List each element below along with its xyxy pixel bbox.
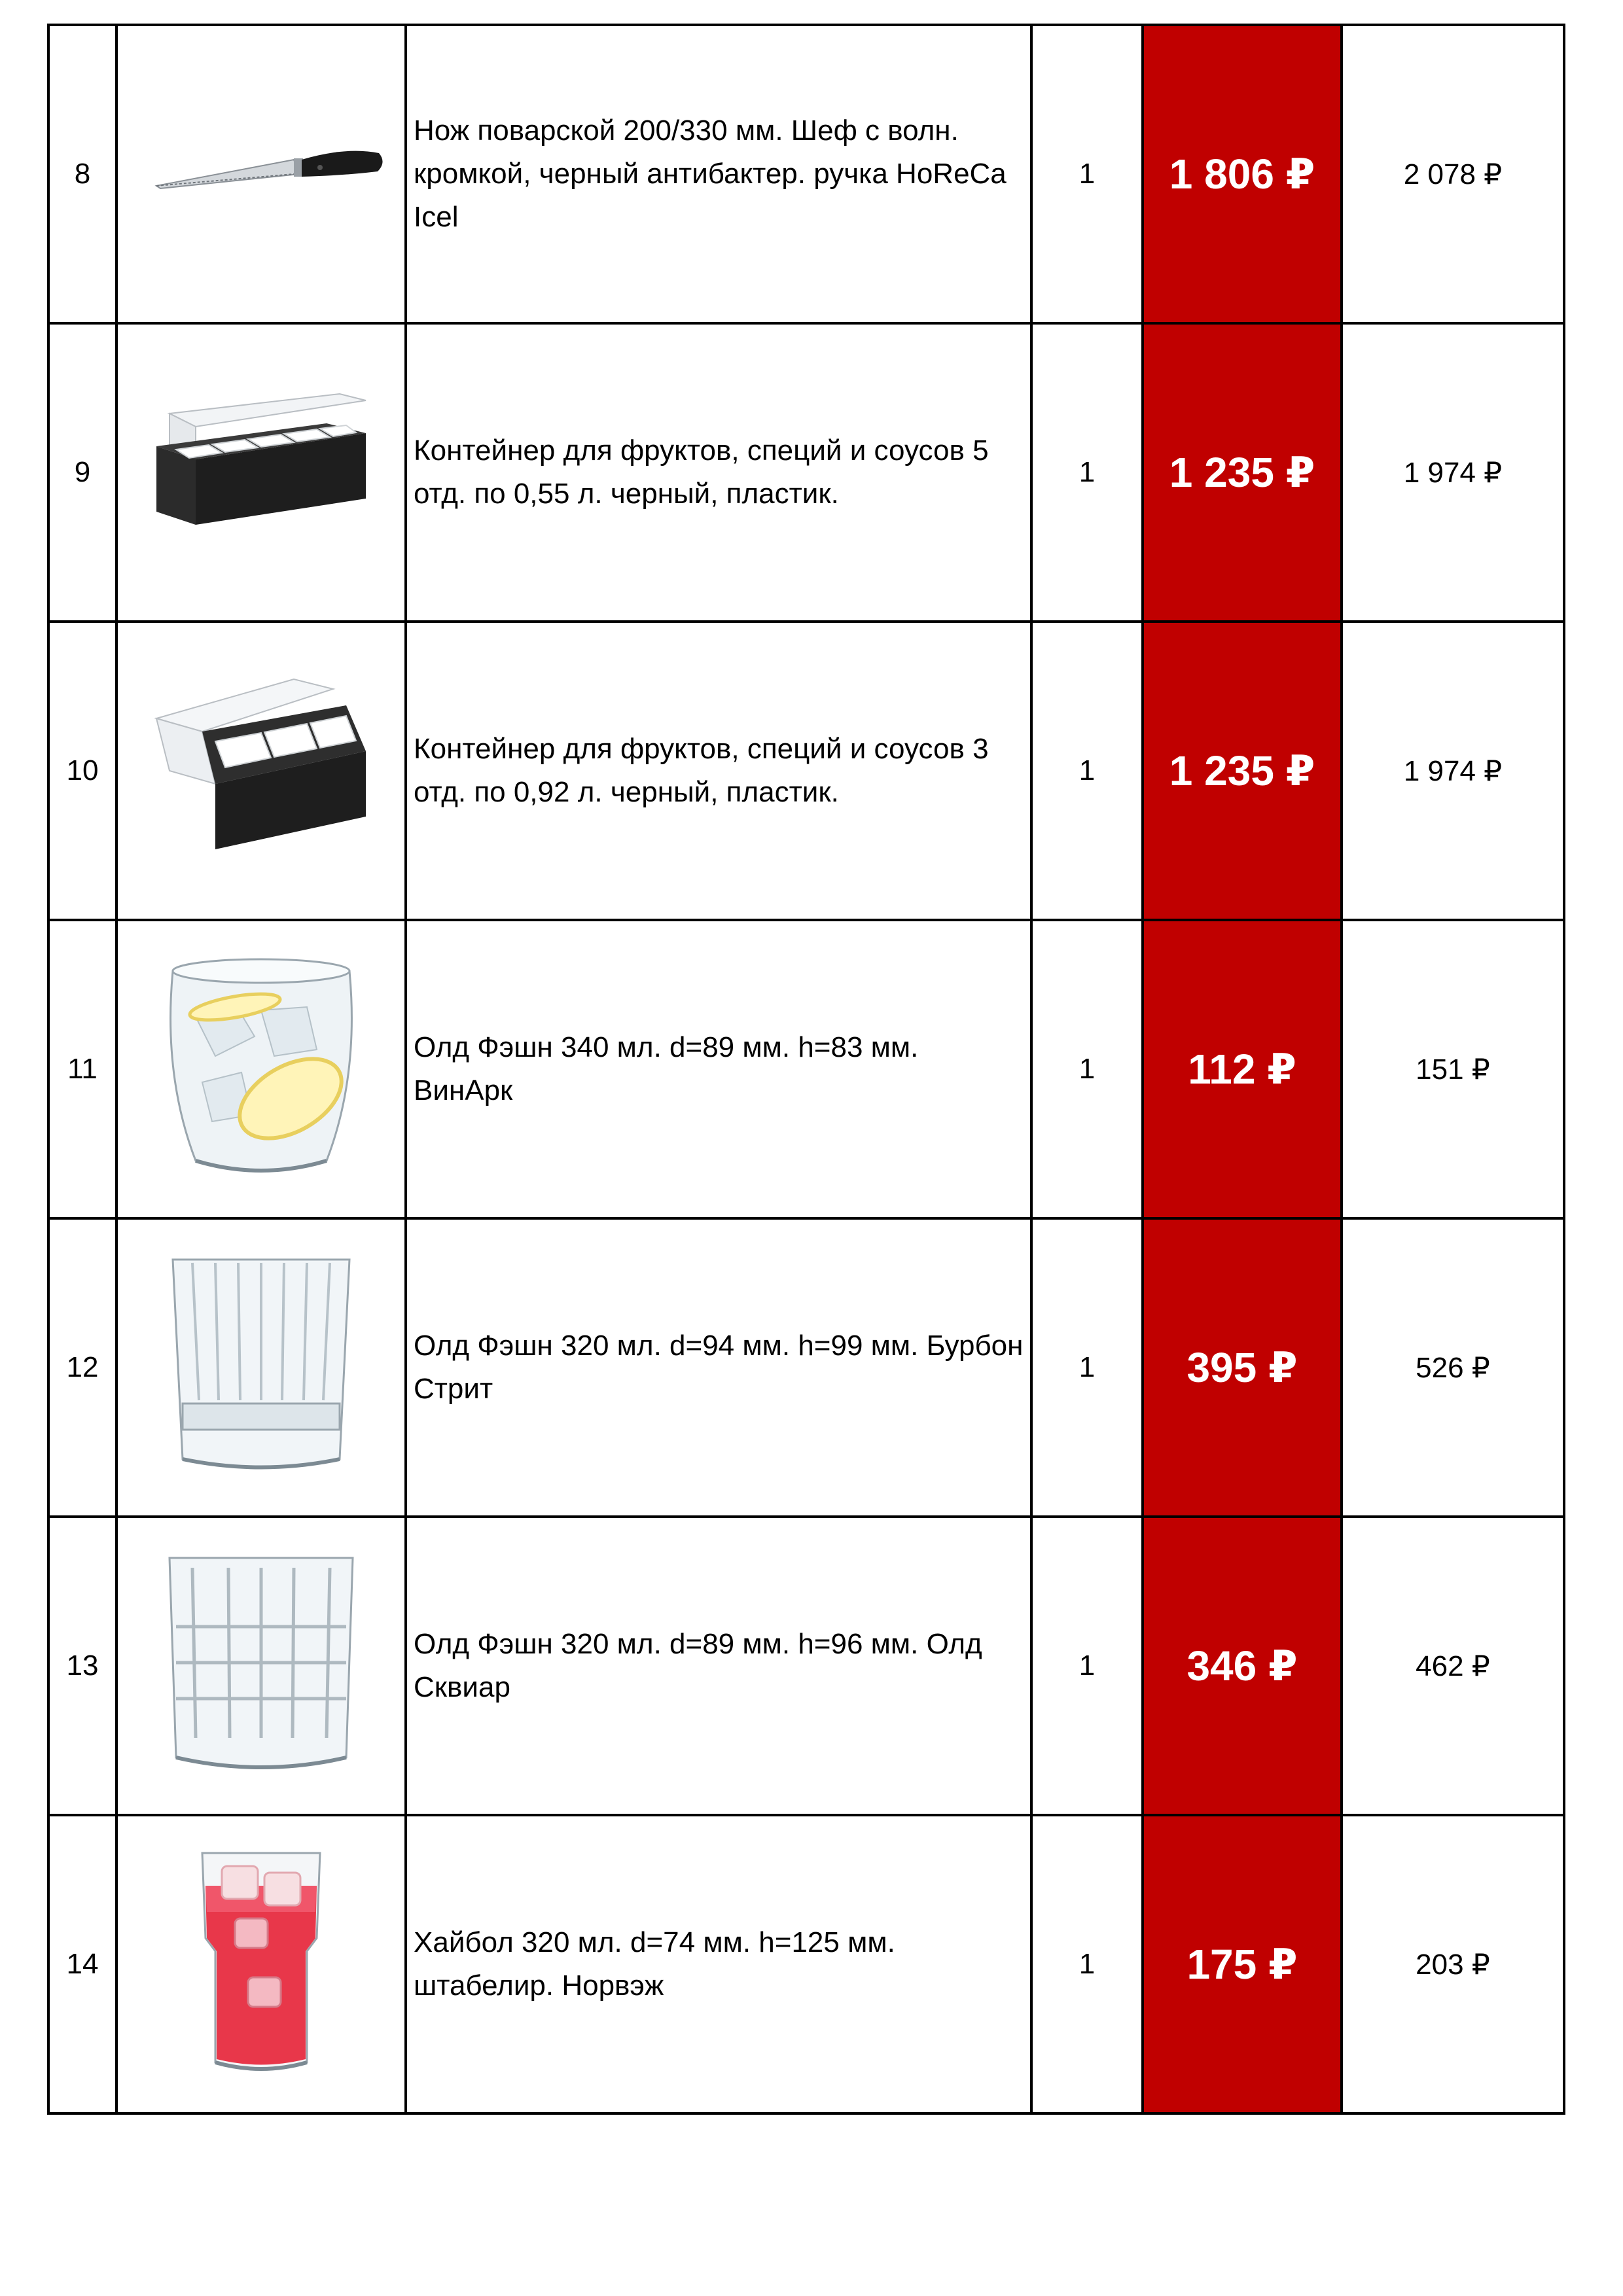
quantity: 1: [1033, 1518, 1144, 1816]
sale-price: 1 806 ₽: [1144, 26, 1343, 325]
product-description: Олд Фэшн 340 мл. d=89 мм. h=83 мм. ВинАрк: [407, 921, 1033, 1220]
table-row: [50, 1518, 1565, 1816]
product-description: Контейнер для фруктов, специй и соусов 5 отд. по 0,55 л. черный, пластик.: [407, 325, 1033, 623]
quantity: 1: [1033, 26, 1144, 325]
quantity: 1: [1033, 1816, 1144, 2115]
product-description: Олд Фэшн 320 мл. d=89 мм. h=96 мм. Олд Сквиар: [407, 1518, 1033, 1816]
regular-price: 203 ₽: [1343, 1816, 1565, 2115]
product-description: Контейнер для фруктов, специй и соусов 3 отд. по 0,92 л. черный, пластик.: [407, 623, 1033, 921]
sale-price: 395 ₽: [1144, 1220, 1343, 1518]
regular-price: 1 974 ₽: [1343, 623, 1565, 921]
regular-price: 1 974 ₽: [1343, 325, 1565, 623]
table-row: [50, 325, 1565, 623]
chef-knife-icon: [130, 43, 392, 305]
item-number: 8: [50, 26, 118, 325]
condiment-container-5-icon: [130, 342, 392, 603]
item-number: 12: [50, 1220, 118, 1518]
quantity: 1: [1033, 623, 1144, 921]
sale-price: 1 235 ₽: [1144, 325, 1343, 623]
regular-price: 526 ₽: [1343, 1220, 1565, 1518]
product-image: [118, 26, 407, 325]
product-description: Хайбол 320 мл. d=74 мм. h=125 мм. штабелир. Норвэж: [407, 1816, 1033, 2115]
product-image: [118, 1816, 407, 2115]
regular-price: 151 ₽: [1343, 921, 1565, 1220]
sale-price: 175 ₽: [1144, 1816, 1343, 2115]
item-number: 13: [50, 1518, 118, 1816]
regular-price: 462 ₽: [1343, 1518, 1565, 1816]
item-number: 10: [50, 623, 118, 921]
product-image: [118, 921, 407, 1220]
quantity: 1: [1033, 1220, 1144, 1518]
sale-price: 112 ₽: [1144, 921, 1343, 1220]
highball-glass-red-icon: [130, 1833, 392, 2095]
product-image: [118, 1220, 407, 1518]
product-image: [118, 325, 407, 623]
product-description: Нож поварской 200/330 мм. Шеф с волн. кромкой, черный антибактер. ручка HoReCa Icel: [407, 26, 1033, 325]
table-row: [50, 623, 1565, 921]
regular-price: 2 078 ₽: [1343, 26, 1565, 325]
product-image: [118, 623, 407, 921]
old-fashioned-glass-fluted-icon: [130, 1237, 392, 1498]
item-number: 11: [50, 921, 118, 1220]
table-row: [50, 1816, 1565, 2115]
table-row: [50, 1220, 1565, 1518]
price-table: [47, 24, 1565, 2115]
sale-price: 1 235 ₽: [1144, 623, 1343, 921]
table-row: [50, 921, 1565, 1220]
product-description: Олд Фэшн 320 мл. d=94 мм. h=99 мм. Бурбон Стрит: [407, 1220, 1033, 1518]
condiment-container-3-icon: [130, 640, 392, 902]
quantity: 1: [1033, 921, 1144, 1220]
old-fashioned-glass-square-icon: [130, 1535, 392, 1797]
product-image: [118, 1518, 407, 1816]
item-number: 9: [50, 325, 118, 623]
table-row: [50, 26, 1565, 325]
old-fashioned-glass-lemon-icon: [130, 938, 392, 1200]
item-number: 14: [50, 1816, 118, 2115]
sale-price: 346 ₽: [1144, 1518, 1343, 1816]
quantity: 1: [1033, 325, 1144, 623]
